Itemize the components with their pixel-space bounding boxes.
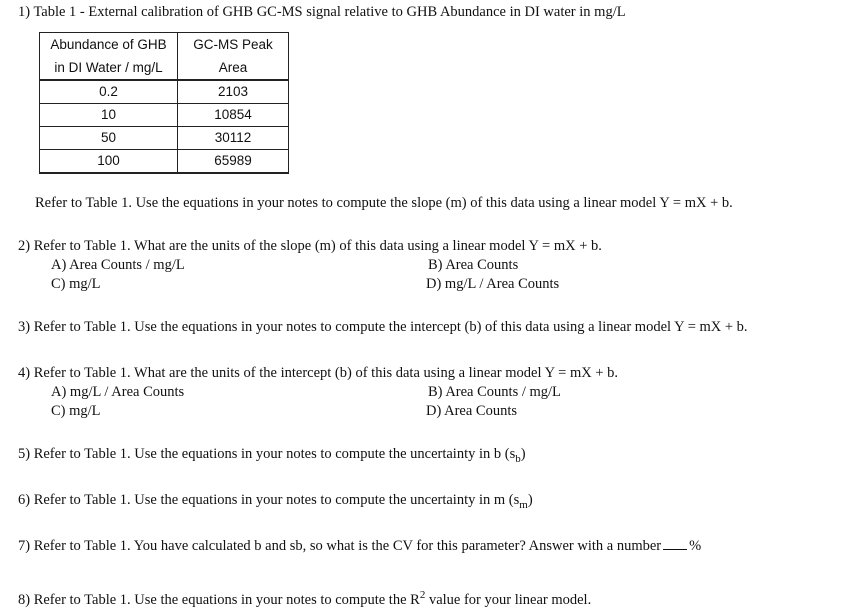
q2-option-d[interactable]: D) mg/L / Area Counts xyxy=(426,276,560,292)
table-row xyxy=(40,80,289,104)
abundance-cell: 0.2 xyxy=(40,80,178,104)
table-row xyxy=(40,104,289,127)
q5-text: 5) Refer to Table 1. Use the equations in your notes to compute the uncertainty in b (s xyxy=(18,446,516,462)
q2-text: 2) Refer to Table 1. What are the units of the slope (m) of this data using a linear model Y = mX + b. xyxy=(18,238,602,254)
q7-line xyxy=(18,537,701,555)
q8-line xyxy=(18,586,591,609)
area-cell: 2103 xyxy=(178,80,289,104)
q8-text: 8) Refer to Table 1. Use the equations in your notes to compute the R xyxy=(18,591,420,608)
header-area-line1: GC-MS Peak xyxy=(178,33,289,57)
q6-text: 6) Refer to Table 1. Use the equations in your notes to compute the uncertainty in m (s xyxy=(18,492,520,508)
q4-option-d[interactable]: D) Area Counts xyxy=(426,403,518,419)
area-cell: 65989 xyxy=(178,150,289,174)
q3-text: 3) Refer to Table 1. Use the equations in your notes to compute the intercept (b) of this data using a linear model Y = mX + b. xyxy=(18,319,748,335)
q1-prompt: Refer to Table 1. Use the equations in your notes to compute the slope (m) of this data using a linear model Y = mX + b. xyxy=(35,195,733,211)
calibration-table xyxy=(39,32,289,174)
table-row xyxy=(40,150,289,174)
q4-option-a[interactable]: A) mg/L / Area Counts xyxy=(51,384,185,400)
q1-heading: 1) Table 1 - External calibration of GHB GC-MS signal relative to GHB Abundance in DI water in mg/L xyxy=(18,4,626,20)
q6-line xyxy=(18,491,533,514)
q8-superscript: 2 xyxy=(419,589,426,601)
q2-option-b[interactable]: B) Area Counts xyxy=(428,257,519,273)
q4-option-b[interactable]: B) Area Counts / mg/L xyxy=(428,384,561,400)
q5-tail: ) xyxy=(520,446,526,462)
abundance-cell: 100 xyxy=(40,150,178,174)
header-abundance-line2: in DI Water / mg/L xyxy=(40,56,178,80)
q5-line xyxy=(18,445,526,468)
abundance-cell: 50 xyxy=(40,127,178,150)
abundance-cell: 10 xyxy=(40,104,178,127)
header-area-line2: Area xyxy=(178,56,289,80)
q6-subscript: m xyxy=(519,498,528,511)
q5-subscript: b xyxy=(515,452,521,465)
q4-text: 4) Refer to Table 1. What are the units of the intercept (b) of this data using a linear model Y = mX + b. xyxy=(18,365,619,381)
q7-text: 7) Refer to Table 1. You have calculated b and sb, so what is the CV for this parameter? Answer with a number xyxy=(18,538,662,554)
q6-tail: ) xyxy=(527,492,533,508)
table-row xyxy=(40,127,289,150)
q8-tail: value for your linear model. xyxy=(425,591,592,608)
header-abundance-line1: Abundance of GHB xyxy=(40,33,178,57)
area-cell: 30112 xyxy=(178,127,289,150)
q2-option-c[interactable]: C) mg/L xyxy=(51,276,101,292)
answer-blank[interactable] xyxy=(663,537,687,550)
area-cell: 10854 xyxy=(178,104,289,127)
q7-unit: % xyxy=(689,538,702,554)
q2-option-a[interactable]: A) Area Counts / mg/L xyxy=(51,257,185,273)
q4-option-c[interactable]: C) mg/L xyxy=(51,403,101,419)
